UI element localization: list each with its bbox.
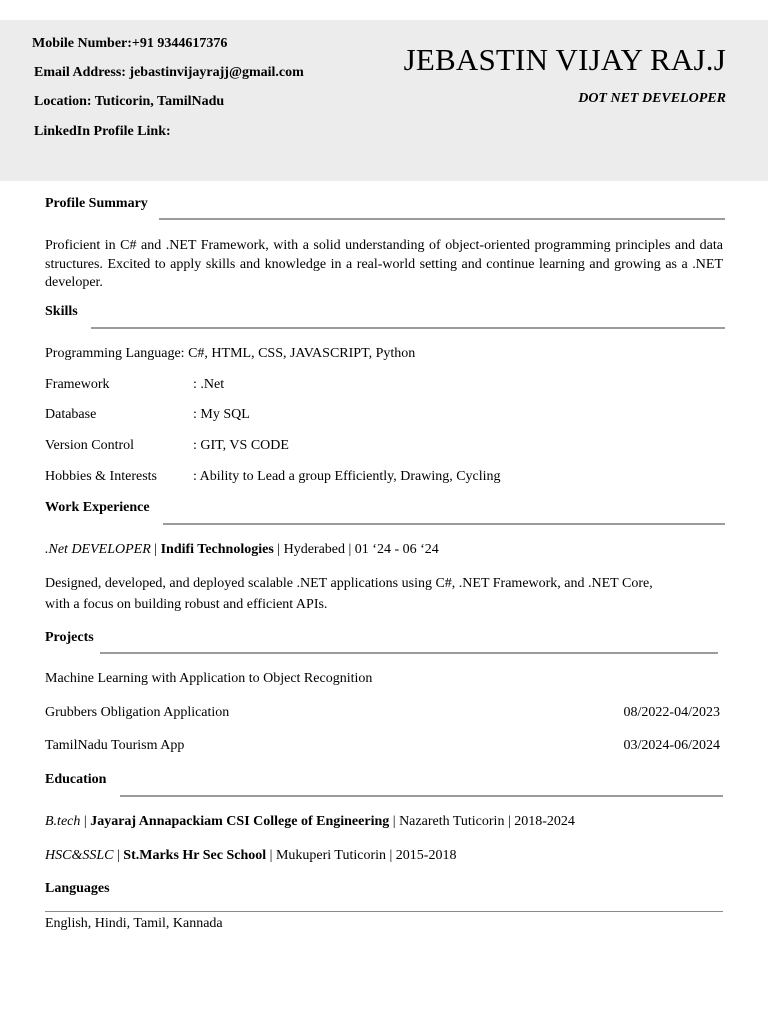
mobile-number: Mobile Number:+91 9344617376 <box>32 36 228 51</box>
separator: | <box>113 848 124 863</box>
work-details: | Hyderabed | 01 ‘24 - 06 ‘24 <box>273 542 439 557</box>
section-divider <box>120 795 723 797</box>
degree: HSC&SSLC <box>45 848 114 863</box>
job-title: .Net DEVELOPER <box>45 542 151 557</box>
location: Location: Tuticorin, TamilNadu <box>34 94 225 109</box>
section-divider <box>91 327 725 329</box>
project-name: Machine Learning with Application to Object Recognition <box>45 671 373 686</box>
programming-languages: Programming Language: C#, HTML, CSS, JAVASCRIPT, Python <box>45 346 416 361</box>
project-date: 03/2024-06/2024 <box>623 738 720 753</box>
languages-heading: Languages <box>45 881 110 896</box>
skills-heading: Skills <box>45 304 78 319</box>
linkedin-link[interactable]: LinkedIn Profile Link: <box>34 124 171 139</box>
languages-text: English, Hindi, Tamil, Kannada <box>45 916 223 931</box>
company-name: Indifi Technologies <box>160 542 274 557</box>
education-heading: Education <box>45 772 107 787</box>
project-date: 08/2022-04/2023 <box>623 705 720 720</box>
school-name: St.Marks Hr Sec School <box>123 848 267 863</box>
profile-summary-text: Proficient in C# and .NET Framework, with a solid understanding of object-oriented programming principles and data structures. Excited to apply skills and knowledge in a real-world setting and continue learning and growing as a .NET developer. <box>45 238 723 290</box>
candidate-name: JEBASTIN VIJAY RAJ.J <box>403 42 726 77</box>
separator: | <box>80 814 91 829</box>
separator: | <box>150 542 161 557</box>
education-entry <box>45 814 575 830</box>
project-name: Grubbers Obligation Application <box>45 705 230 720</box>
degree: B.tech <box>45 814 81 829</box>
skill-label: Database <box>45 407 97 422</box>
projects-heading: Projects <box>45 630 94 645</box>
skill-label: Version Control <box>45 438 135 453</box>
project-name: TamilNadu Tourism App <box>45 738 185 753</box>
email-address: Email Address: jebastinvijayrajj@gmail.com <box>34 65 304 80</box>
section-divider <box>100 652 718 654</box>
skill-value: : My SQL <box>193 407 250 422</box>
section-divider <box>163 523 725 525</box>
work-description-line: Designed, developed, and deployed scalable .NET applications using C#, .NET Framework, and .NET Core, <box>45 576 653 591</box>
profile-summary-heading: Profile Summary <box>45 196 148 211</box>
school-name: Jayaraj Annapackiam CSI College of Engineering <box>90 814 390 829</box>
work-description-line: with a focus on building robust and efficient APIs. <box>45 597 328 612</box>
section-divider <box>159 218 725 220</box>
skill-label: Hobbies & Interests <box>45 469 157 484</box>
work-entry <box>45 542 439 558</box>
education-details: | Nazareth Tuticorin | 2018-2024 <box>389 814 575 829</box>
skill-value: : GIT, VS CODE <box>193 438 289 453</box>
job-role: DOT NET DEVELOPER <box>578 91 726 106</box>
skill-value: : Ability to Lead a group Efficiently, Drawing, Cycling <box>193 469 501 484</box>
skill-value: : .Net <box>193 377 225 392</box>
education-entry <box>45 848 456 864</box>
section-divider <box>45 911 723 912</box>
work-experience-heading: Work Experience <box>45 500 150 515</box>
education-details: | Mukuperi Tuticorin | 2015-2018 <box>266 848 457 863</box>
skill-label: Framework <box>45 377 110 392</box>
